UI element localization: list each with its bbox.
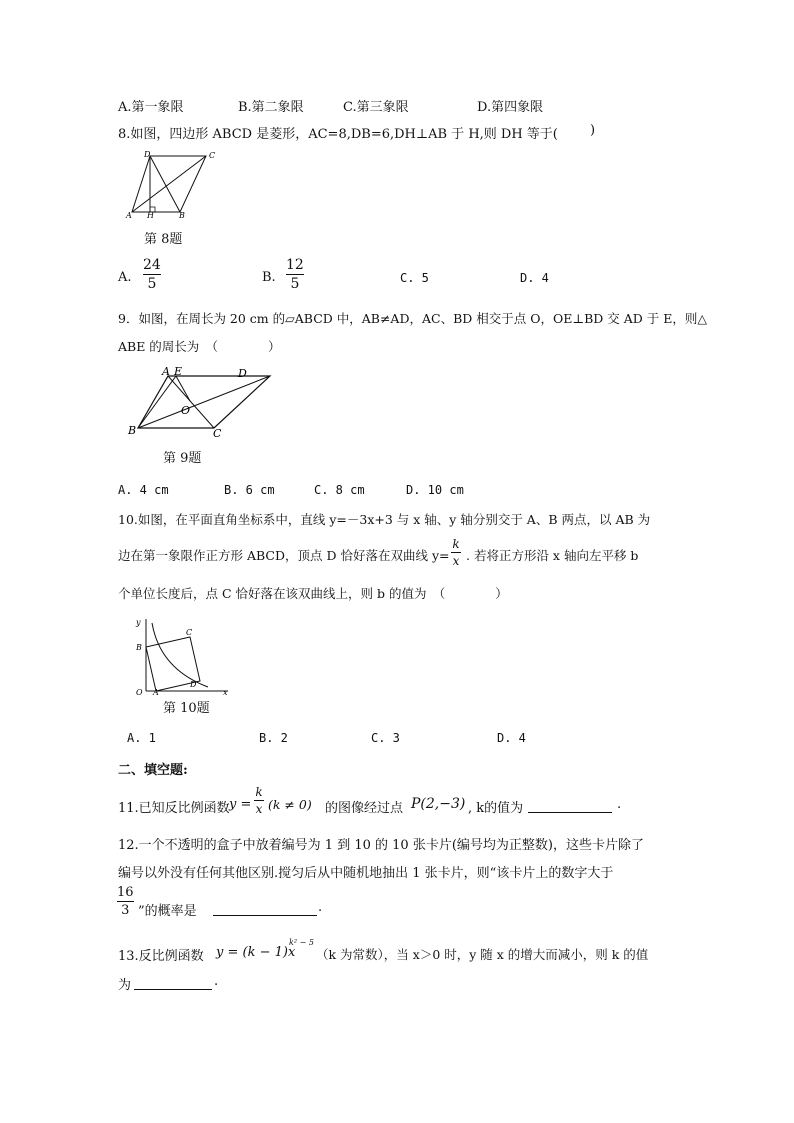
- q8-option-b-prefix: B.: [262, 270, 276, 285]
- label-x: x: [223, 688, 228, 695]
- q13-post: （k 为常数），当 x＞0 时，y 随 x 的增大而减小，则 k 的值: [316, 947, 649, 962]
- q8-option-d: D. 4: [520, 271, 549, 285]
- q8-option-a-fraction: [143, 258, 161, 291]
- q8-caption: 第 8题: [144, 232, 183, 247]
- frac-den: 5: [290, 276, 300, 292]
- q9-option-d: D. 10 cm: [406, 483, 464, 497]
- q10-line-2-post: . 若将正方形沿 x 轴向左平移 b: [466, 548, 639, 563]
- q12-line-3: ”的概率是: [138, 904, 197, 919]
- label-b: B: [179, 211, 185, 220]
- q12-line-2: 编号以外没有任何其他区别.搅匀后从中随机地抽出 1 张卡片，则“该卡片上的数字大于: [118, 866, 614, 881]
- q10-line-2-pre: 边在第一象限作正方形 ABCD，顶点 D 恰好落在双曲线 y=: [118, 548, 450, 563]
- label-y: y: [136, 618, 141, 627]
- q8-option-b-fraction: [286, 258, 304, 291]
- q13-answer-blank[interactable]: [134, 974, 212, 990]
- diagonal-ac: [132, 156, 206, 212]
- label-b: B: [136, 643, 142, 652]
- q11-pre: 11.已知反比例函数: [118, 801, 230, 816]
- q11-point: P(2,−3): [411, 796, 466, 812]
- q9-option-b: B. 6 cm: [224, 483, 275, 497]
- q11-post: , k的值为: [468, 801, 524, 816]
- q11-fraction: [254, 786, 264, 815]
- q11-answer-blank[interactable]: [528, 797, 612, 813]
- frac-num: 16: [117, 885, 134, 900]
- q13-pre: 13.反比例函数: [118, 949, 204, 964]
- q10-line-3: 个单位长度后，点 C 恰好落在该双曲线上，则 b 的值为 （ ）: [118, 586, 508, 601]
- label-a: A: [162, 366, 170, 378]
- label-b: B: [128, 424, 137, 437]
- q8-paren-close: ): [590, 123, 596, 138]
- diagonal-ac: [168, 376, 214, 428]
- q10-option-b: B. 2: [259, 731, 288, 745]
- q8-stem: 8.如图，四边形 ABCD 是菱形，AC=8,DB=6,DH⊥AB 于 H,则 DH 等于(: [118, 127, 558, 142]
- q9-figure: [124, 366, 274, 438]
- q8-option-a-prefix: A.: [118, 270, 132, 285]
- diagonal-bd: [150, 156, 180, 212]
- frac-num: k: [255, 785, 263, 799]
- label-c: C: [213, 427, 222, 438]
- q7-option-c: C.第三象限: [343, 100, 409, 115]
- q13-exponent: k² − 5: [289, 938, 314, 947]
- label-a: A: [153, 688, 159, 695]
- frac-den: 3: [121, 903, 130, 918]
- frac-den: 5: [147, 276, 157, 292]
- q10-line-1: 10.如图，在平面直角坐标系中，直线 y=－3x+3 与 x 轴、y 轴分别交于 A、B 两点，以 AB 为: [118, 512, 651, 527]
- frac-den: x: [452, 554, 460, 568]
- label-e: E: [174, 366, 183, 378]
- q11-func-y: y =: [229, 797, 252, 812]
- label-c: C: [209, 151, 216, 160]
- q10-option-c: C. 3: [371, 731, 400, 745]
- label-d: D: [144, 150, 151, 159]
- label-h: H: [147, 211, 154, 220]
- frac-bar: [254, 800, 264, 801]
- q12-answer-blank[interactable]: [213, 900, 317, 916]
- q7-option-d: D.第四象限: [477, 100, 544, 115]
- q7-option-b: B.第二象限: [238, 100, 304, 115]
- q9-line-2: ABE 的周长为 （ ）: [118, 339, 281, 354]
- q8-figure: [124, 148, 224, 222]
- q9-caption: 第 9题: [163, 451, 202, 466]
- frac-bar: [117, 901, 134, 902]
- label-o: O: [181, 404, 191, 417]
- q10-option-a: A. 1: [127, 731, 156, 745]
- label-c: C: [186, 628, 193, 637]
- frac-num: k: [452, 537, 460, 551]
- q13-end: .: [214, 974, 219, 989]
- q9-option-c: C. 8 cm: [314, 483, 365, 497]
- q10-option-d: D. 4: [497, 731, 526, 745]
- q11-condition: (k ≠ 0): [268, 797, 312, 812]
- q11-end: .: [617, 797, 622, 812]
- q12-end: .: [318, 900, 323, 915]
- q12-fraction: [117, 886, 134, 917]
- frac-den: x: [255, 802, 263, 816]
- label-o: O: [136, 688, 143, 695]
- label-d: D: [238, 367, 247, 380]
- q9-line-1: 9．如图，在周长为 20 cm 的▱ABCD 中，AB≠AD，AC、BD 相交于点 O，OE⊥BD 交 AD 于 E，则△: [118, 311, 707, 326]
- q12-line-1: 12.一个不透明的盒子中放着编号为 1 到 10 的 10 张卡片(编号均为正整数)，这些卡片除了: [118, 838, 644, 853]
- q11-mid: 的图像经过点: [325, 801, 404, 816]
- q7-option-a: A.第一象限: [118, 100, 184, 115]
- frac-bar: [451, 552, 461, 553]
- diagonal-bd: [138, 376, 270, 428]
- q13-func: y = (k − 1)x: [216, 945, 296, 960]
- label-d: D: [190, 680, 197, 689]
- frac-bar: [286, 274, 304, 275]
- q10-caption: 第 10题: [163, 701, 210, 716]
- q8-option-c: C. 5: [400, 271, 429, 285]
- q13-line-2-pre: 为: [118, 978, 132, 993]
- q10-fraction: [451, 538, 461, 567]
- frac-bar: [143, 274, 161, 275]
- label-a: A: [126, 211, 132, 220]
- frac-num: 12: [286, 257, 304, 273]
- section-2-title: 二、填空题:: [118, 763, 188, 778]
- q9-option-a: A. 4 cm: [118, 483, 169, 497]
- q10-figure: [130, 617, 230, 695]
- frac-num: 24: [143, 257, 161, 273]
- segment-eo: [176, 376, 190, 401]
